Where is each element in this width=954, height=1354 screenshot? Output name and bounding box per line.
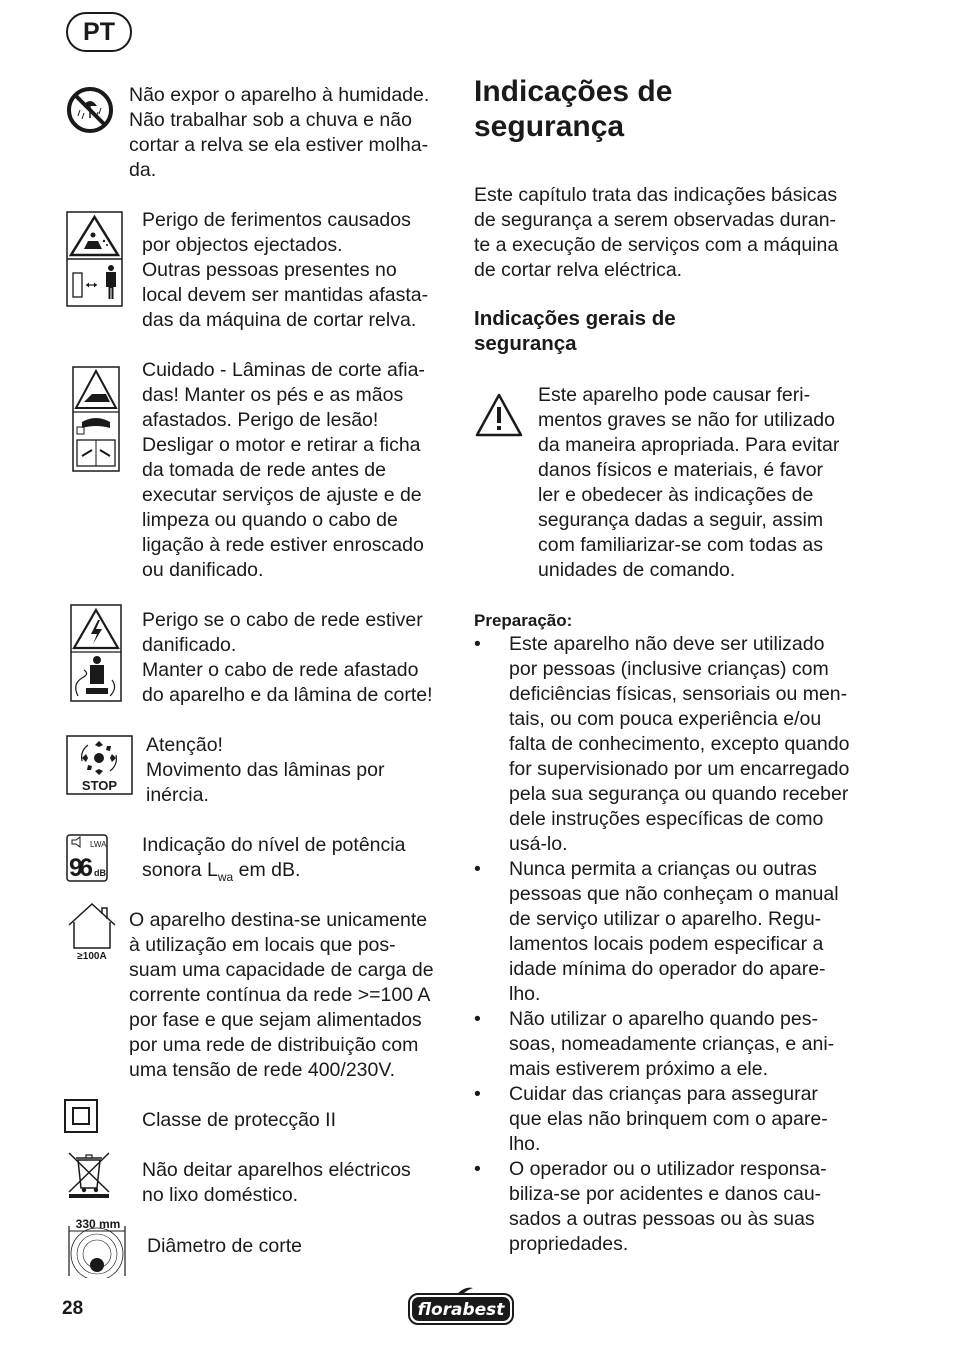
no-humidity-text: Não expor o aparelho à humidade. Não trabalhar sob a chuva e não cortar a relva se ela estiver molha- da. <box>129 84 430 181</box>
list-item: • Nunca permita a crianças ou outras pessoas que não conheçam o manual de serviço utilizar o aparelho. Regu- lamentos locais podem especificar a idade mínima do operador do apare- lho. <box>474 858 839 1005</box>
sound-level-text: Indicação do nível de potência sonora $L_{wa}$ em dB. <box>142 834 406 884</box>
warning-triangle-icon <box>474 392 524 438</box>
bullet-marker: • <box>474 633 481 655</box>
bullet-marker: • <box>474 858 481 880</box>
intro-paragraph: Este capítulo trata das indicações básicas de segurança a serem observadas duran- te a execução de serviços com a máquina de cortar relva eléctrica. <box>474 184 839 281</box>
waste-disposal-text: Não deitar aparelhos eléctricos no lixo doméstico. <box>142 1159 411 1206</box>
preparation-list <box>474 632 874 1257</box>
ejected-objects-text: Perigo de ferimentos causados por objectos ejectados. Outras pessoas presentes no local devem ser mantidas afasta- das da máquina de cortar relva. <box>142 209 429 331</box>
sharp-blades-text: Cuidado - Lâminas de corte afia- das! Manter os pés e as mãos afastados. Perigo de lesão! Desligar o motor e retirar a ficha da tomada de rede antes de executar serviços de ajuste e de limpeza ou quando o cabo de ligação à rede estiver enroscado ou danificado. <box>142 359 425 581</box>
brand-label: florabest <box>417 1300 505 1320</box>
language-badge: PT <box>66 12 132 52</box>
db-value: 96 <box>69 854 93 882</box>
crossed-bin-icon <box>66 1150 112 1198</box>
lwa-label: LWA <box>90 840 107 849</box>
stop-label: STOP <box>81 778 118 793</box>
no-rain-icon <box>66 86 114 134</box>
cutting-diameter-icon <box>66 1216 128 1278</box>
ejected-objects-warning-icon <box>66 211 123 307</box>
protection-class-text: Classe de protecção II <box>142 1109 337 1131</box>
diameter-label: 330 mm <box>75 1217 121 1231</box>
power-supply-text: O aparelho destina-se unicamente à utilização em locais que pos- suam uma capacidade de carga de corrente contínua da rede >=100 A por fase e que sejam alimentados por uma rede de distribuição com uma tensão de rede 400/230V. <box>129 909 434 1081</box>
ampere-label: ≥100A <box>77 951 107 962</box>
list-item: • Cuidar das crianças para assegurar que elas não brinquem com o apare- lho. <box>474 1083 828 1155</box>
florabest-logo <box>407 1286 515 1326</box>
page-title: Indicações de segurança <box>474 75 673 143</box>
section-heading: Indicações gerais de segurança <box>474 307 676 355</box>
bullet-marker: • <box>474 1008 481 1030</box>
blade-inertia-text: Atenção! Movimento das lâminas por inércia. <box>146 734 385 806</box>
protection-class-ii-icon <box>64 1099 98 1133</box>
sharp-blades-warning-icon <box>72 366 120 472</box>
warning-paragraph: Este aparelho pode causar feri- mentos graves se não for utilizado da maneira apropriada. Para evitar danos físicos e materiais, é favor ler e obedecer às indicações de segurança dadas a seguir, assim com familiarizar-se com todas as unidades de comando. <box>538 384 840 581</box>
cutting-diameter-text: Diâmetro de corte <box>147 1235 302 1257</box>
db-unit: dB <box>94 868 106 878</box>
blade-inertia-stop-icon <box>66 735 133 795</box>
preparation-heading: Preparação: <box>474 611 573 630</box>
house-100a-icon <box>66 900 118 962</box>
list-item: • O operador ou o utilizador responsa- biliza-se por acidentes e danos cau- sados a outras pessoas ou às suas propriedades. <box>474 1158 827 1255</box>
page-number: 28 <box>62 1298 84 1319</box>
cable-danger-text: Perigo se o cabo de rede estiver danificado. Manter o cabo de rede afastado do aparelho e da lâmina de corte! <box>142 609 433 706</box>
electric-cable-warning-icon <box>70 604 122 702</box>
list-item: • Não utilizar o aparelho quando pes- soas, nomeadamente crianças, e ani- mais estiverem próximo a ele. <box>474 1008 835 1080</box>
sound-power-level-icon <box>66 834 108 882</box>
bullet-marker: • <box>474 1158 481 1180</box>
list-item: • Este aparelho não deve ser utilizado por pessoas (inclusive crianças) com deficiências físicas, sensoriais ou men- tais, ou com pouca experiência e/ou falta de conhecimento, excepto quando for supervisionado por um encarregado pela sua segurança ou quando receber dele instruções específicas de como usá-lo. <box>474 633 850 855</box>
bullet-marker: • <box>474 1083 481 1105</box>
